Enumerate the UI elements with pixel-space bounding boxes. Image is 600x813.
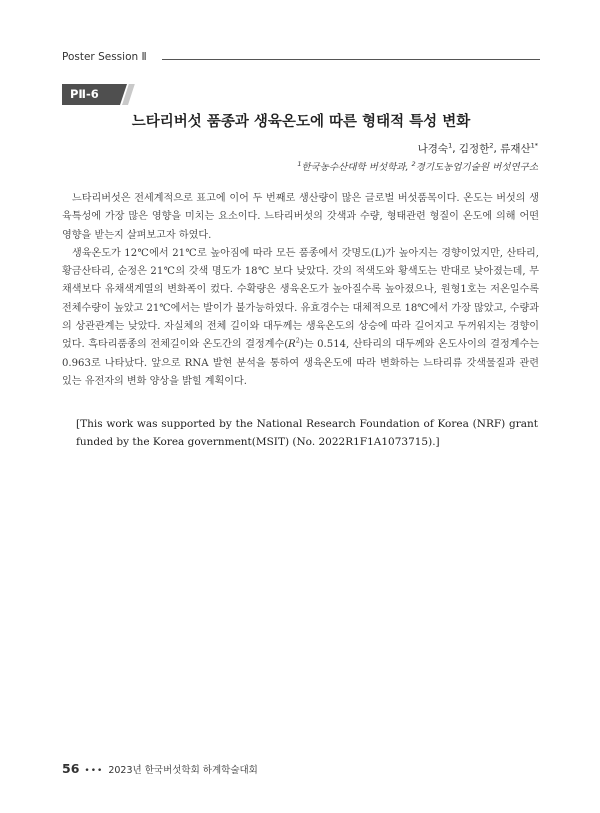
author-affil-mark: 1* <box>530 141 538 150</box>
r-squared-symbol: R <box>288 339 296 351</box>
author-name: 김정한 <box>458 143 490 155</box>
header-rule <box>162 59 540 60</box>
affiliation: 한국농수산대학 버섯학과, <box>301 162 409 173</box>
footer-dots: ••• <box>84 766 104 776</box>
author-name: 나경숙 <box>417 143 449 155</box>
page-footer <box>62 758 258 777</box>
paper-title: 느타리버섯 품종과 생육온도에 따른 형태적 특성 변화 <box>131 114 471 130</box>
author-list: 나경숙$^1$, 김정한$^2$, 류재산$^{1*}$ <box>417 141 538 155</box>
abstract-body <box>62 190 539 391</box>
author-name: 류재산 <box>500 143 531 155</box>
running-header <box>62 51 540 67</box>
r-squared-exponent: 2 <box>295 337 300 346</box>
page-number: 56 <box>62 761 80 776</box>
conference-name: 2023년 한국버섯학회 하계학술대회 <box>108 765 258 776</box>
author-affil-mark: 2 <box>489 141 494 150</box>
abstract-text: )는 0.514, 산타리의 대두께와 온도사이의 결정계수는 0.963로 나타났다. 앞으로 RNA 발현 분석을 통하여 생육온도에 따라 변화하는 느타리류 갓색물질과 관련 있는 유전자의 변화 양상을 밝힐 계획이다. <box>62 339 539 387</box>
session-label: Poster Session Ⅱ <box>62 51 147 63</box>
author-affil-mark: 1 <box>448 141 453 150</box>
abstract-text: 생육온도가 12℃에서 21℃로 높아짐에 따라 모든 품종에서 갓명도(L)가 높아지는 경향이었지만, 산타리, 황금산타리, 순정은 21℃의 갓색 명도가 18℃ 보다 낮았다. 갓의 적색도와 황색도는 반대로 낮아졌는데, 무채색보다 유채색계열의 변화폭이 컸다. 수확량은 생육온도가 높아질수록 높아졌으나, 원형1호는 저온일수록 전체수량이 높았고 21℃에서는 발이가 불가능하였다. 유효경수는 대체적으로 18℃에서 가장 많았고, 수량과의 상관관계는 낮았다. 자실체의 전체 길이와 대두께는 생육온도의 상승에 따라 길어지고 두꺼워지는 경향이었다. 흑타리품종의 전체길이와 온도간의 결정계수( <box>62 247 539 351</box>
affil-mark: 1 <box>297 159 302 168</box>
funding-acknowledgement: [This work was supported by the National Research Foundation of Korea (NRF) grant funded by the Korea government(MSIT) (No. 2022R1F1A1073715).] <box>76 418 538 448</box>
abstract-paragraph-1: 느타리버섯은 전세계적으로 표고에 이어 두 번째로 생산량이 많은 글로벌 버섯품목이다. 온도는 버섯의 생육특성에 가장 많은 영향을 미치는 요소이다. 느타리버섯의 갓색과 수량, 형태관련 형질이 온도에 의해 어떤 영향을 받는지 살펴보고자 하였다. <box>62 193 539 241</box>
abstract-paragraph-2 <box>62 245 539 391</box>
affiliation-list <box>297 159 538 173</box>
affil-mark: 2 <box>411 159 416 168</box>
affiliation: 경기도농업기술원 버섯연구소 <box>415 162 538 173</box>
poster-id-badge: PⅡ-6 <box>62 84 120 105</box>
